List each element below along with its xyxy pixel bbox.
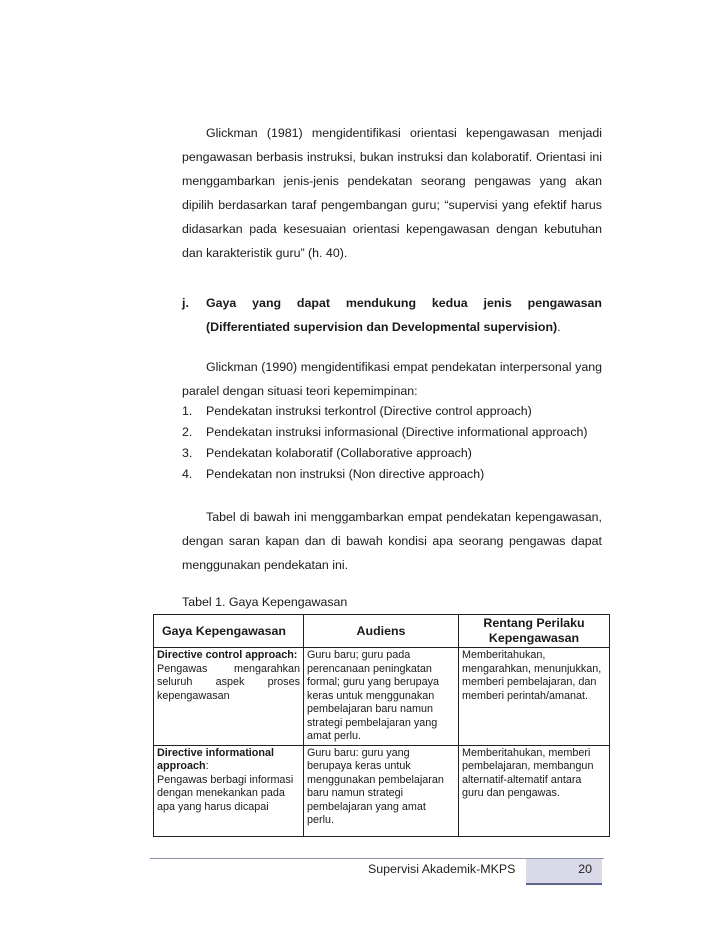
heading-period: . bbox=[557, 320, 561, 334]
paragraph-first-line: Tabel di bawah ini menggambarkan empat pendekatan kepengawasan, bbox=[206, 510, 602, 524]
table-cell-behavior: Memberitahukan, memberi pembelajaran, membangun alternatif-altematif antara guru dan pengawas. bbox=[459, 745, 610, 836]
paragraph-table-intro bbox=[182, 505, 602, 577]
paragraph-first-line: Glickman (1990) mengidentifikasi empat pendekatan interpersonal yang bbox=[206, 360, 602, 374]
paragraph-glickman-1990 bbox=[182, 355, 602, 403]
column-header: Rentang Perilaku Kepengawasan bbox=[459, 615, 610, 648]
table-row bbox=[154, 648, 610, 746]
section-heading-line1 bbox=[206, 291, 602, 315]
table-cell-behavior: Memberitahukan, mengarahkan, menunjukkan, memberi pembelajaran, dan memberi perintah/amanat. bbox=[459, 648, 610, 746]
style-title-colon: : bbox=[205, 760, 209, 772]
supervision-style-table bbox=[153, 614, 610, 837]
approach-list bbox=[182, 401, 602, 485]
list-text: Pendekatan non instruksi (Non directive approach) bbox=[206, 467, 485, 481]
list-item bbox=[182, 443, 602, 464]
list-number: 4. bbox=[182, 467, 193, 481]
list-number: 3. bbox=[182, 446, 193, 460]
style-description: Pengawas berbagi informasi dengan menekankan pada apa yang harus dicapai bbox=[157, 773, 294, 813]
heading-word: yang bbox=[252, 296, 282, 310]
heading-subtitle: (Differentiated supervision dan Developmental supervision) bbox=[206, 320, 558, 334]
list-item bbox=[182, 422, 602, 443]
list-text: Pendekatan kolaboratif (Collaborative approach) bbox=[206, 446, 472, 460]
section-letter: j. bbox=[182, 296, 189, 310]
column-header: Audiens bbox=[304, 615, 459, 648]
list-number: 1. bbox=[182, 404, 193, 418]
table-cell-audience: Guru baru: guru yang berupaya keras untuk menggunakan pembelajaran baru namun strategi pembelajaran yang amat perlu. bbox=[304, 745, 459, 836]
style-title: Directive informational approach bbox=[157, 746, 274, 772]
list-item bbox=[182, 401, 602, 422]
page-number: 20 bbox=[578, 862, 592, 876]
list-number: 2. bbox=[182, 425, 193, 439]
heading-word: kedua bbox=[431, 296, 468, 310]
footer-title: Supervisi Akademik-MKPS bbox=[368, 862, 516, 876]
list-text: Pendekatan instruksi terkontrol (Directive control approach) bbox=[206, 404, 532, 418]
section-heading-line2 bbox=[206, 315, 561, 339]
style-title: Directive control approach: bbox=[157, 649, 298, 661]
table-cell-style bbox=[154, 745, 304, 836]
paragraph-body: pengawasan berbasis instruksi, bukan instruksi dan kolaboratif. Orientasi ini menggambarkan jenis-jenis pendekatan seorang pengawas yang akan dipilih berdasarkan taraf pengembangan guru; “supervisi yang efektif harus didasarkan pada kesesuaian orientasi kepengawasan dengan kebutuhan dan karakteristik guru” (h. 40). bbox=[182, 150, 602, 260]
paragraph-glickman-1981 bbox=[182, 121, 602, 265]
table-cell-audience: Guru baru; guru pada perencanaan peningkatan formal; guru yang berupaya keras untuk menggunakan pembelajaran baru namun strategi pembelajaran yang amat perlu. bbox=[304, 648, 459, 746]
style-title-line bbox=[157, 747, 300, 774]
heading-word: pengawasan bbox=[527, 296, 602, 310]
list-item bbox=[182, 464, 602, 485]
heading-word: jenis bbox=[483, 296, 512, 310]
paragraph-body: paralel dengan situasi teori kepemimpinan: bbox=[182, 384, 418, 398]
heading-word: dapat bbox=[296, 296, 330, 310]
heading-word: mendukung bbox=[345, 296, 417, 310]
paragraph-first-line: Glickman (1981) mengidentifikasi orientasi kepengawasan menjadi bbox=[206, 126, 602, 140]
table-caption: Tabel 1. Gaya Kepengawasan bbox=[182, 595, 348, 609]
table-header-row bbox=[154, 615, 610, 648]
heading-word: Gaya bbox=[206, 296, 237, 310]
style-description: Pengawas mengarahkan seluruh aspek proses kepengawasan bbox=[157, 662, 300, 702]
list-text: Pendekatan instruksi informasional (Directive informational approach) bbox=[206, 425, 588, 439]
paragraph-body: dengan saran kapan dan di bawah kondisi apa seorang pengawas dapat menggunakan pendekatan ini. bbox=[182, 534, 602, 572]
column-header: Gaya Kepengawasan bbox=[154, 615, 304, 648]
table-cell-style bbox=[154, 648, 304, 746]
page-number-box bbox=[526, 859, 602, 885]
table-row bbox=[154, 745, 610, 836]
